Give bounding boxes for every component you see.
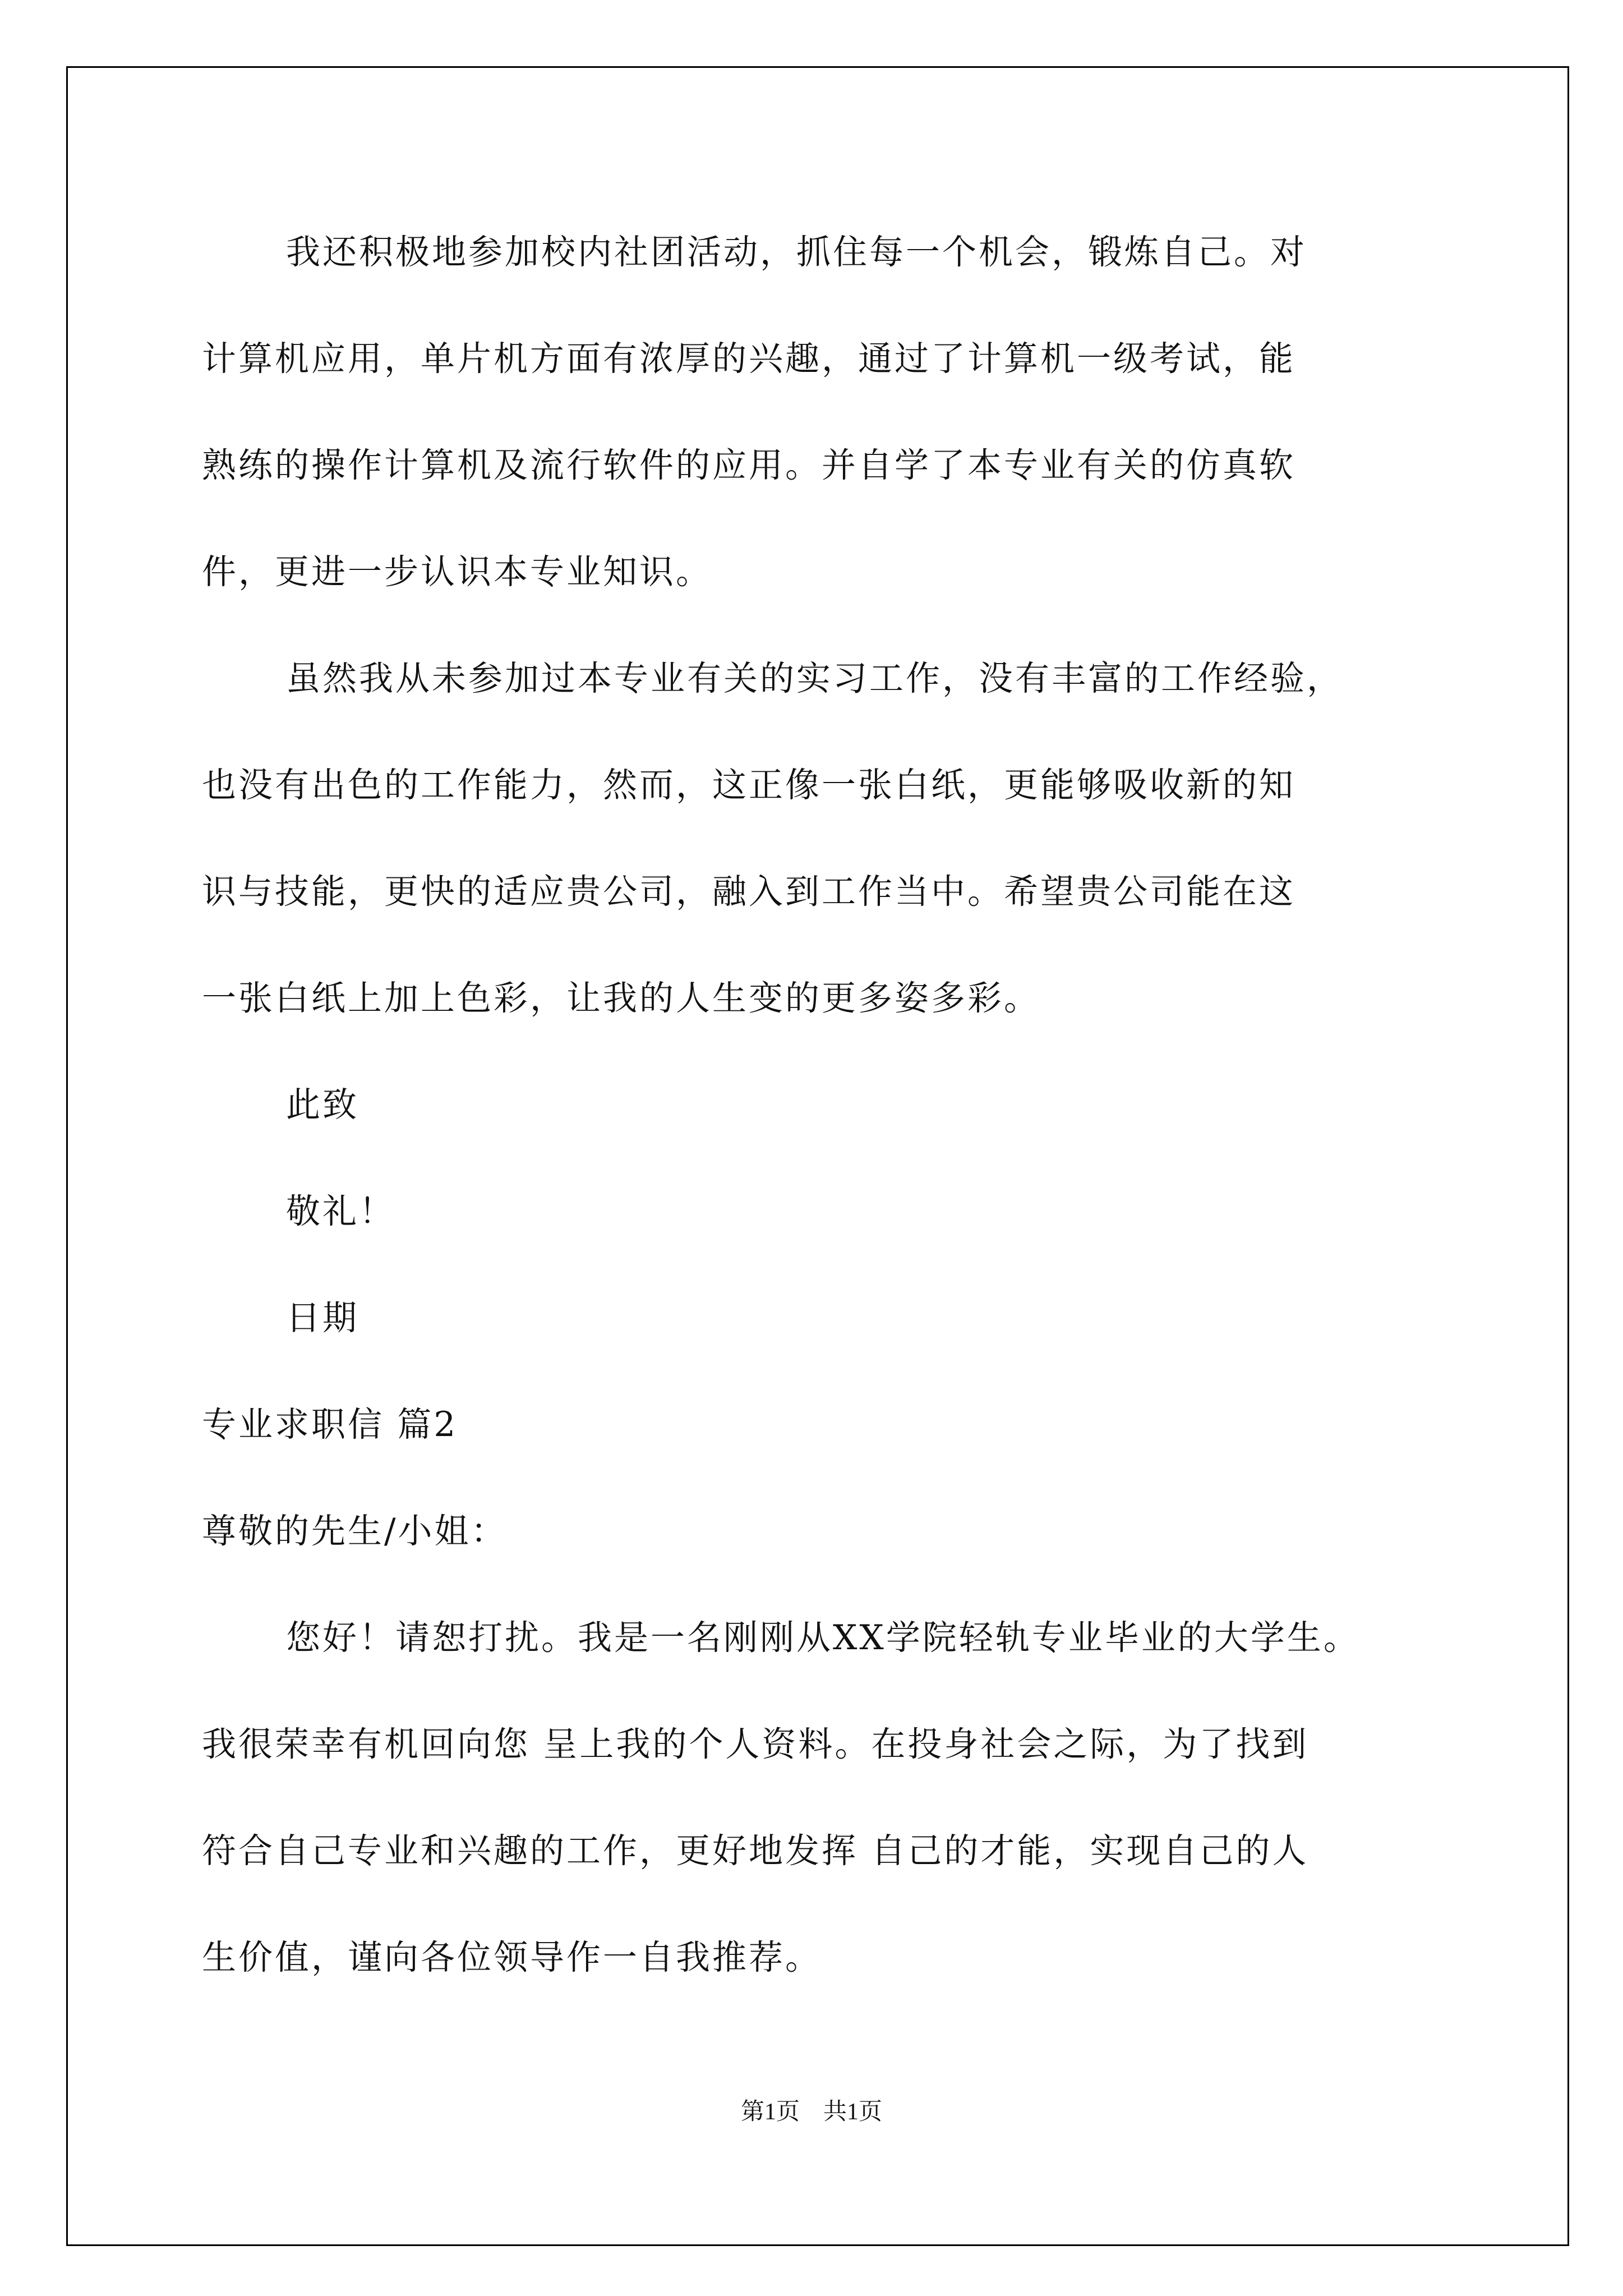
page-footer: 第1页 共1页	[740, 2099, 882, 2125]
paragraph-line: 我很荣幸有机回向您 呈上我的个人资料。在投身社会之际，为了找到	[202, 1724, 1309, 1764]
closing-text: 此致	[286, 1085, 359, 1125]
paragraph-line: 件，更进一步认识本专业知识。	[202, 552, 713, 592]
section-title: 专业求职信 篇2	[202, 1405, 458, 1444]
greeting-text: 尊敬的先生/小姐：	[202, 1511, 508, 1551]
salute-text: 敬礼！	[286, 1191, 396, 1231]
paragraph-line: 虽然我从未参加过本专业有关的实习工作，没有丰富的工作经验，	[286, 659, 1344, 698]
paragraph-line: 识与技能，更快的适应贵公司，融入到工作当中。希望贵公司能在这	[202, 872, 1296, 912]
paragraph-line: 一张白纸上加上色彩，让我的人生变的更多姿多彩。	[202, 978, 1041, 1018]
paragraph-line: 也没有出色的工作能力，然而，这正像一张白纸，更能够吸收新的知	[202, 765, 1296, 805]
date-label: 日期	[286, 1298, 359, 1338]
paragraph-line: 计算机应用，单片机方面有浓厚的兴趣，通过了计算机一级考试，能	[202, 339, 1296, 379]
page-border	[66, 66, 1569, 2246]
paragraph-line: 您好！请恕打扰。我是一名刚刚从XX学院轻轨专业毕业的大学生。	[286, 1618, 1360, 1658]
paragraph-line: 生价值，谨向各位领导作一自我推荐。	[202, 1938, 822, 1977]
paragraph-line: 我还积极地参加校内社团活动，抓住每一个机会，锻炼自己。对	[286, 232, 1307, 272]
paragraph-line: 熟练的操作计算机及流行软件的应用。并自学了本专业有关的仿真软	[202, 445, 1296, 485]
paragraph-line: 符合自己专业和兴趣的工作，更好地发挥 自己的才能，实现自己的人	[202, 1831, 1309, 1871]
